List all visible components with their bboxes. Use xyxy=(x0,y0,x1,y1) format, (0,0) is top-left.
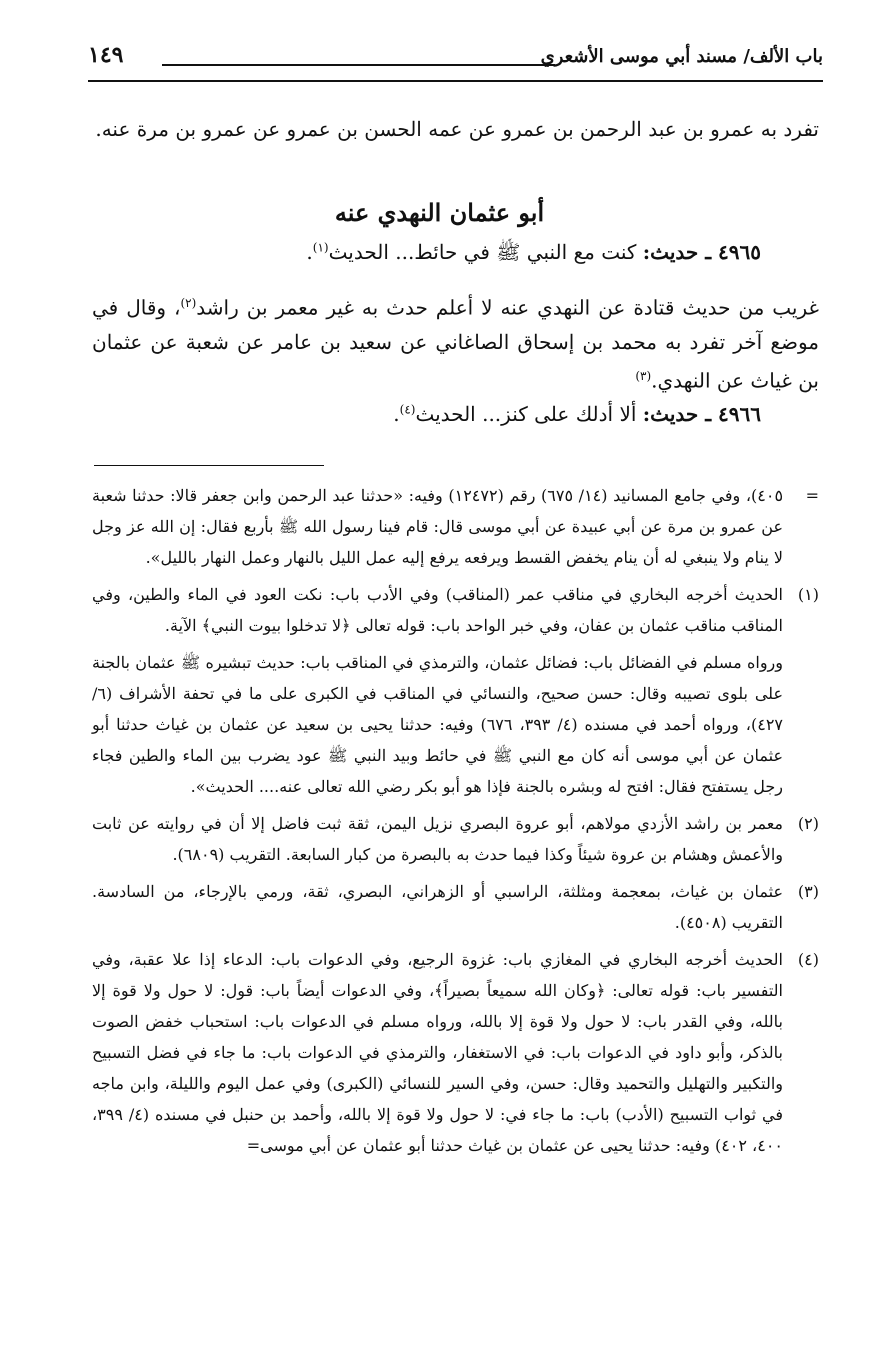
hadith-entry xyxy=(92,402,761,426)
footnote-mark: (٤) xyxy=(797,950,819,969)
header-rule xyxy=(162,64,555,66)
footnote-mark: = xyxy=(805,486,819,505)
footnote-text: ٤٠٥)، وفي جامع المسانيد (١٤/ ٦٧٥) رقم (١٢٤٧٢) وفيه: «حدثنا عبد الرحمن وابن جعفر قالا: حدثنا شعبة عن عمرو بن مرة عن أبي عبيدة عن أبي موسى قال: قام فينا رسول الله ﷺ بأربع فقال: إن الله عز وجل لا ينام ولا ينبغي له أن ينام يخفض القسط ويرفعه يرفع إليه عمل الليل بالنهار وعمل النهار بالليل». xyxy=(92,486,784,567)
page-number: ١٤٩ xyxy=(88,42,124,68)
footnote-separator xyxy=(94,465,324,466)
commentary-text: غريب من حديث قتادة عن النهدي عنه لا أعلم حدث به غير معمر بن راشد xyxy=(196,295,819,320)
footnote-4 xyxy=(92,944,819,1161)
header-divider xyxy=(88,80,823,82)
header-title: باب الألف/ مسند أبي موسى الأشعري xyxy=(540,46,823,67)
commentary-paragraph xyxy=(92,286,819,397)
hadith-text: كنت مع النبي ﷺ في حائط... الحديث xyxy=(328,240,637,264)
footnote-ref: (٣) xyxy=(635,368,652,383)
footnote-1 xyxy=(92,579,819,641)
hadith-text: ألا أدلك على كنز... الحديث xyxy=(415,402,637,426)
footnote-mark: (٢) xyxy=(797,814,819,833)
footnote-mark: (١) xyxy=(797,585,819,604)
hadith-entry xyxy=(92,240,761,269)
hadith-number: ٤٩٦٦ ـ حديث: xyxy=(642,402,761,426)
footnote-2 xyxy=(92,808,819,870)
footnote-3 xyxy=(92,876,819,938)
footnote-text: معمر بن راشد الأزدي مولاهم، أبو عروة البصري نزيل اليمن، ثقة ثبت فاضل إلا أن في روايته عن ثابت والأعمش وهشام بن عروة شيئاً وكذا فيما حدث به بالبصرة من كبار السابعة. التقريب (٦٨٠٩). xyxy=(92,814,783,864)
footnote-text: عثمان بن غياث، بمعجمة ومثلثة، الراسبي أو الزهراني، البصري، ثقة، ورمي بالإرجاء، من السادسة. التقريب (٤٥٠٨). xyxy=(92,882,783,932)
footnotes xyxy=(92,480,819,1167)
footnote-text: الحديث أخرجه البخاري في مناقب عمر (المناقب) وفي الأدب باب: نكت العود في الماء والطين، وفي المناقب مناقب عثمان بن عفان، وفي خبر الواحد باب: قوله تعالى ﴿لا تدخلوا بيوت النبي﴾ الآية. xyxy=(92,585,783,635)
intro-paragraph: تفرد به عمرو بن عبد الرحمن بن عمرو عن عمه الحسن بن عمرو عن عمرو بن مرة عنه. xyxy=(95,117,819,141)
footnote-ref: (٤) xyxy=(399,402,416,417)
hadith-end: . xyxy=(393,402,400,426)
section-heading: أبو عثمان النهدي عنه xyxy=(334,198,545,227)
footnote-ref: (١) xyxy=(312,240,329,255)
hadith-number: ٤٩٦٥ ـ حديث: xyxy=(642,240,761,264)
footnote-ref: (٢) xyxy=(180,296,197,310)
footnote-continuation xyxy=(92,480,819,573)
running-header xyxy=(88,40,823,80)
footnote-mark: (٣) xyxy=(797,882,819,901)
hadith-end: . xyxy=(306,240,313,264)
footnote-1-continued: ورواه مسلم في الفضائل باب: فضائل عثمان، والترمذي في المناقب باب: حديث تبشيره ﷺ عثمان بالجنة على بلوى تصيبه وقال: حسن صحيح، والنسائي في المناقب في الكبرى على ما في تحفة الأشراف (٦/ ٤٢٧)، ورواه أحمد في مسنده (٤/ ٣٩٣، ٦٧٦) وفيه: حدثنا يحيى بن سعيد عن عثمان بن غياث حدثنا أبو عثمان عن أبي موسى أنه كان مع النبي ﷺ في حائط وبيد النبي ﷺ عود يضرب بين الماء والطين فجاء رجل يستفتح فقال: افتح له وبشره بالجنة فإذا هو أبو بكر رضي الله تعالى عنه.... الحديث». xyxy=(92,653,783,796)
footnote-text: الحديث أخرجه البخاري في المغازي باب: غزوة الرجيع، وفي الدعوات باب: الدعاء إذا علا عقبة، وفي التفسير باب: قوله تعالى: ﴿وكان الله سميعاً بصيراً﴾، وفي الدعوات أيضاً باب: قول: لا حول ولا قوة إلا بالله، وفي القدر باب: لا حول ولا قوة إلا بالله، ورواه مسلم في الدعوات باب: استحباب خفض الصوت بالذكر، وأبو داود في الدعوات باب: في الاستغفار، والترمذي في الدعوات باب: ما جاء في فضل التسبيح والتكبير والتهليل والتحميد وقال: حسن، وفي السير للنسائي (الكبرى) وفي عمل اليوم والليلة، وابن ماجه في ثواب التسبيح (الأدب) باب: ما جاء في: لا حول ولا قوة إلا بالله، وأحمد بن حنبل في مسنده (٤/ ٣٩٩، ٤٠٠، ٤٠٢) وفيه: حدثنا يحيى عن عثمان بن غياث حدثنا أبو عثمان عن أبي موسى= xyxy=(92,950,784,1155)
commentary-text: ، وقال في موضع آخر تفرد به محمد بن إسحاق الصاغاني عن سعيد بن عامر عن شعبة عن عثمان بن غياث عن النهدي. xyxy=(92,295,820,393)
